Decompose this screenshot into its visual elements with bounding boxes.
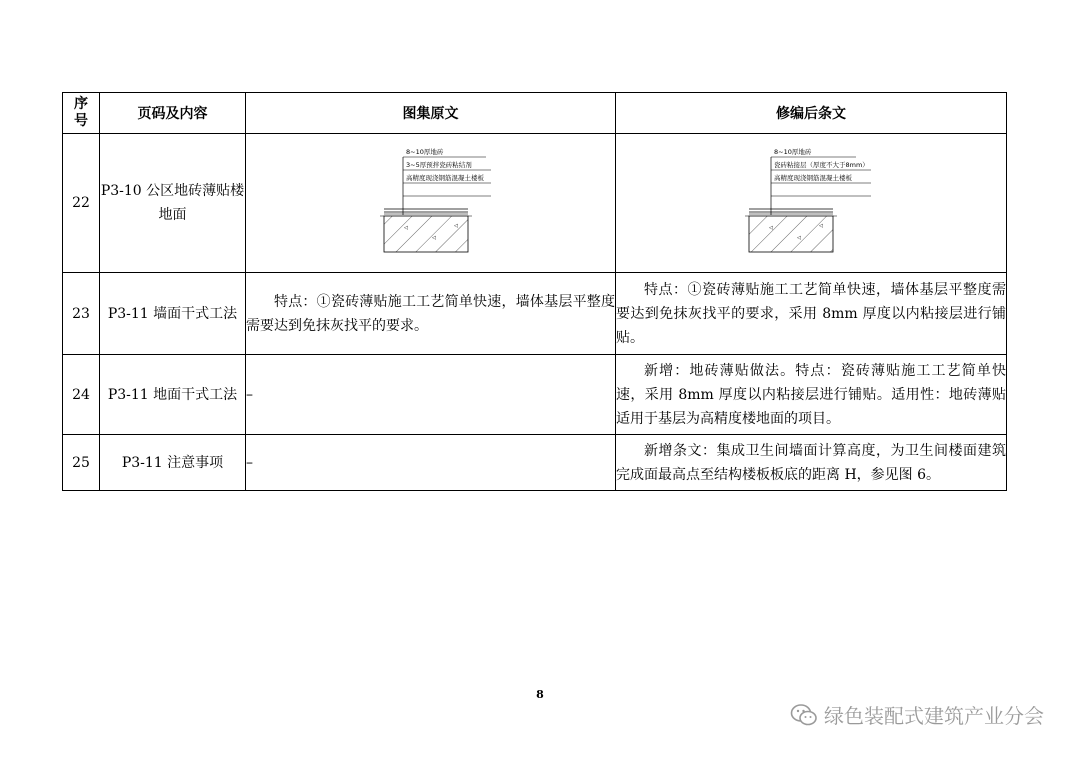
row-page-content: P3-10 公区地砖薄贴楼地面 (100, 134, 246, 273)
original-text: 特点：①瓷砖薄贴施工工艺简单快速，墙体基层平整度需要达到免抹灰找平的要求。 (246, 293, 615, 334)
row-number: 22 (63, 134, 100, 273)
layer-label: 高精度现浇钢筋混凝土楼板 (774, 174, 852, 182)
row-page-content: P3-11 墙面干式工法 (100, 273, 246, 355)
table-row (63, 273, 1007, 355)
table-row (63, 134, 1007, 273)
header-original: 图集原文 (246, 93, 616, 134)
revision-table (62, 92, 1007, 491)
original-drawing-cell (246, 134, 616, 273)
original-text-cell: – (246, 435, 616, 491)
row-number: 25 (63, 435, 100, 491)
watermark-text: 绿色装配式建筑产业分会 (824, 704, 1044, 728)
row-number: 23 (63, 273, 100, 355)
revised-text: 新增条文：集成卫生间墙面计算高度，为卫生间楼面建筑完成面最高点至结构楼板板底的距离 H，参见图 6。 (616, 442, 1006, 483)
floor-section-drawing-original (366, 143, 496, 263)
header-page: 页码及内容 (100, 93, 246, 134)
svg-text:◁: ◁ (769, 225, 773, 231)
revised-text-cell (616, 355, 1007, 435)
svg-text:◁: ◁ (453, 223, 458, 229)
svg-text:◁: ◁ (819, 223, 823, 229)
layer-label: 3~5厚预拌瓷砖粘结剂 (405, 161, 472, 169)
svg-text:◁: ◁ (403, 225, 408, 231)
header-seq-line2: 号 (74, 113, 88, 129)
layer-label: 8~10厚地砖 (774, 148, 812, 156)
revised-drawing-cell (616, 134, 1007, 273)
page-number: 8 (536, 688, 544, 701)
wechat-icon (790, 703, 818, 727)
layer-label: 8~10厚地砖 (405, 148, 443, 156)
floor-section-drawing-revised (741, 143, 881, 263)
watermark (790, 700, 1044, 729)
table-row (63, 435, 1007, 491)
layer-label: 高精度现浇钢筋混凝土楼板 (405, 174, 484, 182)
header-revised: 修编后条文 (616, 93, 1007, 134)
original-text-cell (246, 273, 616, 355)
table-row (63, 355, 1007, 435)
layer-label: 瓷砖粘接层（厚度不大于8mm） (774, 161, 869, 169)
row-page-content: P3-11 注意事项 (100, 435, 246, 491)
row-number: 24 (63, 355, 100, 435)
svg-text:◁: ◁ (431, 235, 436, 241)
original-text-cell: – (246, 355, 616, 435)
revised-text-cell (616, 435, 1007, 491)
row-page-content: P3-11 地面干式工法 (100, 355, 246, 435)
svg-text:◁: ◁ (797, 235, 801, 241)
header-seq-line1: 序 (74, 96, 88, 112)
header-row (63, 93, 1007, 134)
revised-text-cell (616, 273, 1007, 355)
revised-text: 新增：地砖薄贴做法。特点：瓷砖薄贴施工工艺简单快速，采用 8mm 厚度以内粘接层进行铺贴。适用性：地砖薄贴适用于基层为高精度楼地面的项目。 (616, 362, 1006, 427)
header-seq (63, 93, 100, 134)
revised-text: 特点：①瓷砖薄贴施工工艺简单快速，墙体基层平整度需要达到免抹灰找平的要求，采用 8mm 厚度以内粘接层进行铺贴。 (616, 281, 1006, 346)
